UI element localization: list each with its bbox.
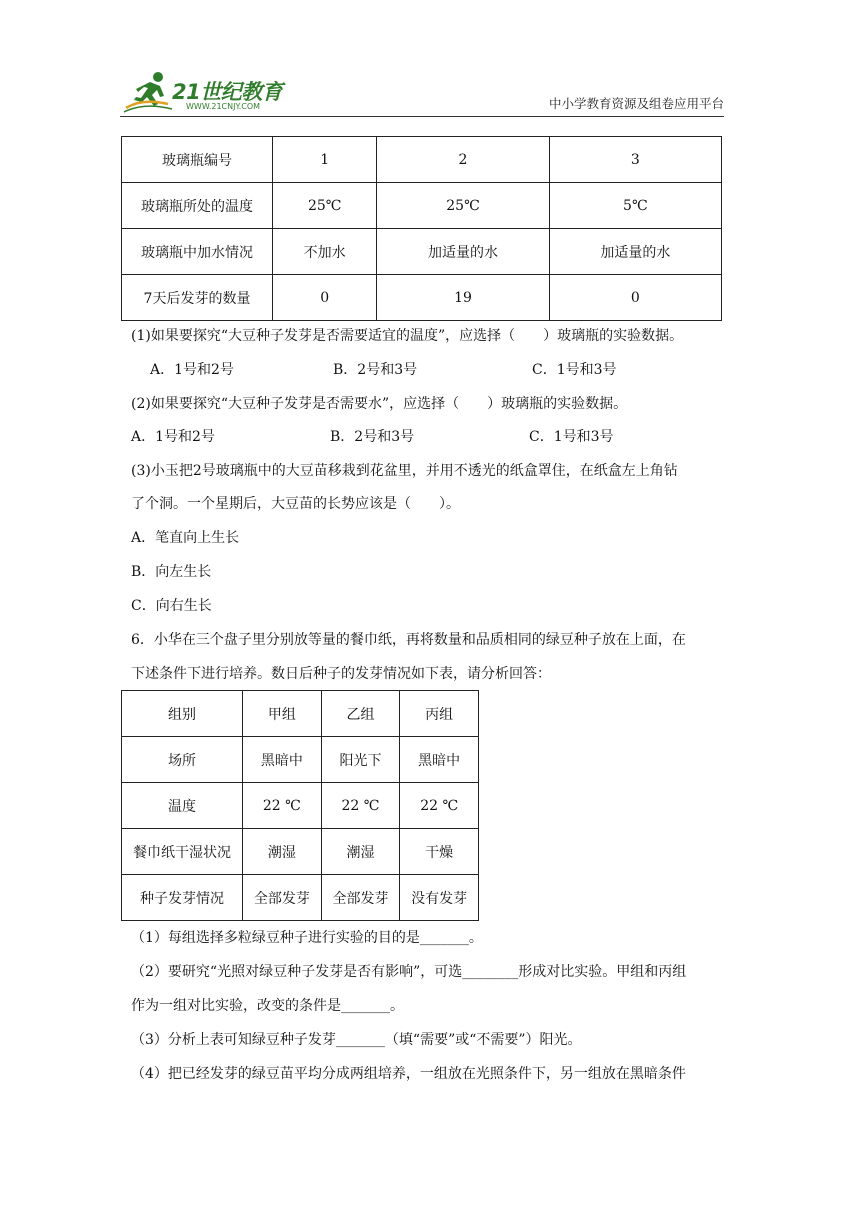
table-cell: 温度 [122, 783, 243, 829]
q3-option-b: B．向左生长 [131, 564, 212, 580]
table-cell: 全部发芽 [321, 875, 400, 921]
table-cell: 玻璃瓶编号 [122, 137, 273, 183]
table-cell: 全部发芽 [243, 875, 322, 921]
runner-logo-icon [120, 68, 176, 114]
q3-option-c: C．向右生长 [131, 598, 212, 614]
q1-option-b: B．2号和3号 [333, 362, 418, 378]
table-cell: 组别 [122, 691, 243, 737]
table-cell: 1 [273, 137, 377, 183]
q3-option-a: A．笔直向上生长 [131, 530, 240, 546]
table-cell: 22 ℃ [321, 783, 400, 829]
sub-question-2-line2: 作为一组对比实验，改变的条件是_______。 [131, 998, 404, 1014]
question-6-line2: 下述条件下进行培养。数日后种子的发芽情况如下表，请分析回答： [131, 666, 551, 682]
table-row [122, 275, 722, 321]
table-cell: 3 [549, 137, 721, 183]
q2-option-c: C．1号和3号 [529, 429, 614, 445]
table-cell: 场所 [122, 737, 243, 783]
table-row [122, 875, 479, 921]
table-cell: 22 ℃ [243, 783, 322, 829]
question-2-stem: (2)如果要探究“大豆种子发芽是否需要水”，应选择（ ）玻璃瓶的实验数据。 [131, 396, 628, 412]
table-cell: 阳光下 [321, 737, 400, 783]
platform-title: 中小学教育资源及组卷应用平台 [548, 96, 724, 111]
sub-question-4: （4）把已经发芽的绿豆苗平均分成两组培养，一组放在光照条件下，另一组放在黑暗条件 [131, 1066, 686, 1082]
q1-option-a: A．1号和2号 [150, 362, 234, 378]
table-cell: 0 [273, 275, 377, 321]
table-cell: 潮湿 [321, 829, 400, 875]
table-cell: 7天后发芽的数量 [122, 275, 273, 321]
table-row [122, 691, 479, 737]
q1-option-c: C．1号和3号 [532, 362, 617, 378]
table-cell: 乙组 [321, 691, 400, 737]
question-3-stem-line2: 了个洞。一个星期后，大豆苗的长势应该是（ ）。 [131, 496, 460, 512]
header-divider [120, 116, 724, 117]
table-row [122, 137, 722, 183]
table-cell: 没有发芽 [400, 875, 479, 921]
table-row [122, 783, 479, 829]
table-cell: 加适量的水 [377, 229, 549, 275]
table-cell: 0 [549, 275, 721, 321]
table-cell: 不加水 [273, 229, 377, 275]
sub-question-3: （3）分析上表可知绿豆种子发芽_______（填“需要”或“不需要”）阳光。 [131, 1032, 582, 1048]
logo [120, 68, 290, 114]
table-cell: 餐巾纸干湿状况 [122, 829, 243, 875]
bottle-experiment-table [121, 136, 722, 321]
table-row [122, 829, 479, 875]
table-cell: 潮湿 [243, 829, 322, 875]
table-cell: 加适量的水 [549, 229, 721, 275]
table-cell: 甲组 [243, 691, 322, 737]
table-row [122, 229, 722, 275]
table-cell: 黑暗中 [400, 737, 479, 783]
table-row [122, 737, 479, 783]
table-cell: 5℃ [549, 183, 721, 229]
table-cell: 19 [377, 275, 549, 321]
table-cell: 22 ℃ [400, 783, 479, 829]
q2-option-a: A．1号和2号 [131, 429, 215, 445]
table-cell: 种子发芽情况 [122, 875, 243, 921]
logo-text: 21世纪教育 [172, 80, 283, 104]
table-cell: 丙组 [400, 691, 479, 737]
question-3-stem-line1: (3)小玉把2号玻璃瓶中的大豆苗移栽到花盆里，并用不透光的纸盒罩住，在纸盒左上角钻 [131, 463, 678, 479]
logo-url: WWW.21CNJY.COM [186, 102, 261, 111]
table-cell: 黑暗中 [243, 737, 322, 783]
mung-bean-table [121, 690, 479, 921]
table-cell: 25℃ [273, 183, 377, 229]
question-1-stem: (1)如果要探究“大豆种子发芽是否需要适宜的温度”，应选择（ ）玻璃瓶的实验数据。 [131, 328, 684, 344]
table-row [122, 183, 722, 229]
page-header [120, 62, 724, 120]
q2-option-b: B．2号和3号 [330, 429, 415, 445]
sub-question-2-line1: （2）要研究“光照对绿豆种子发芽是否有影响”，可选________形成对比实验。甲组和丙组 [131, 964, 687, 980]
sub-question-1: （1）每组选择多粒绿豆种子进行实验的目的是_______。 [131, 930, 483, 946]
question-6-line1: 6．小华在三个盘子里分别放等量的餐巾纸，再将数量和品质相同的绿豆种子放在上面，在 [131, 632, 686, 648]
table-cell: 玻璃瓶中加水情况 [122, 229, 273, 275]
table-cell: 玻璃瓶所处的温度 [122, 183, 273, 229]
table-cell: 25℃ [377, 183, 549, 229]
table-cell: 干燥 [400, 829, 479, 875]
table-cell: 2 [377, 137, 549, 183]
